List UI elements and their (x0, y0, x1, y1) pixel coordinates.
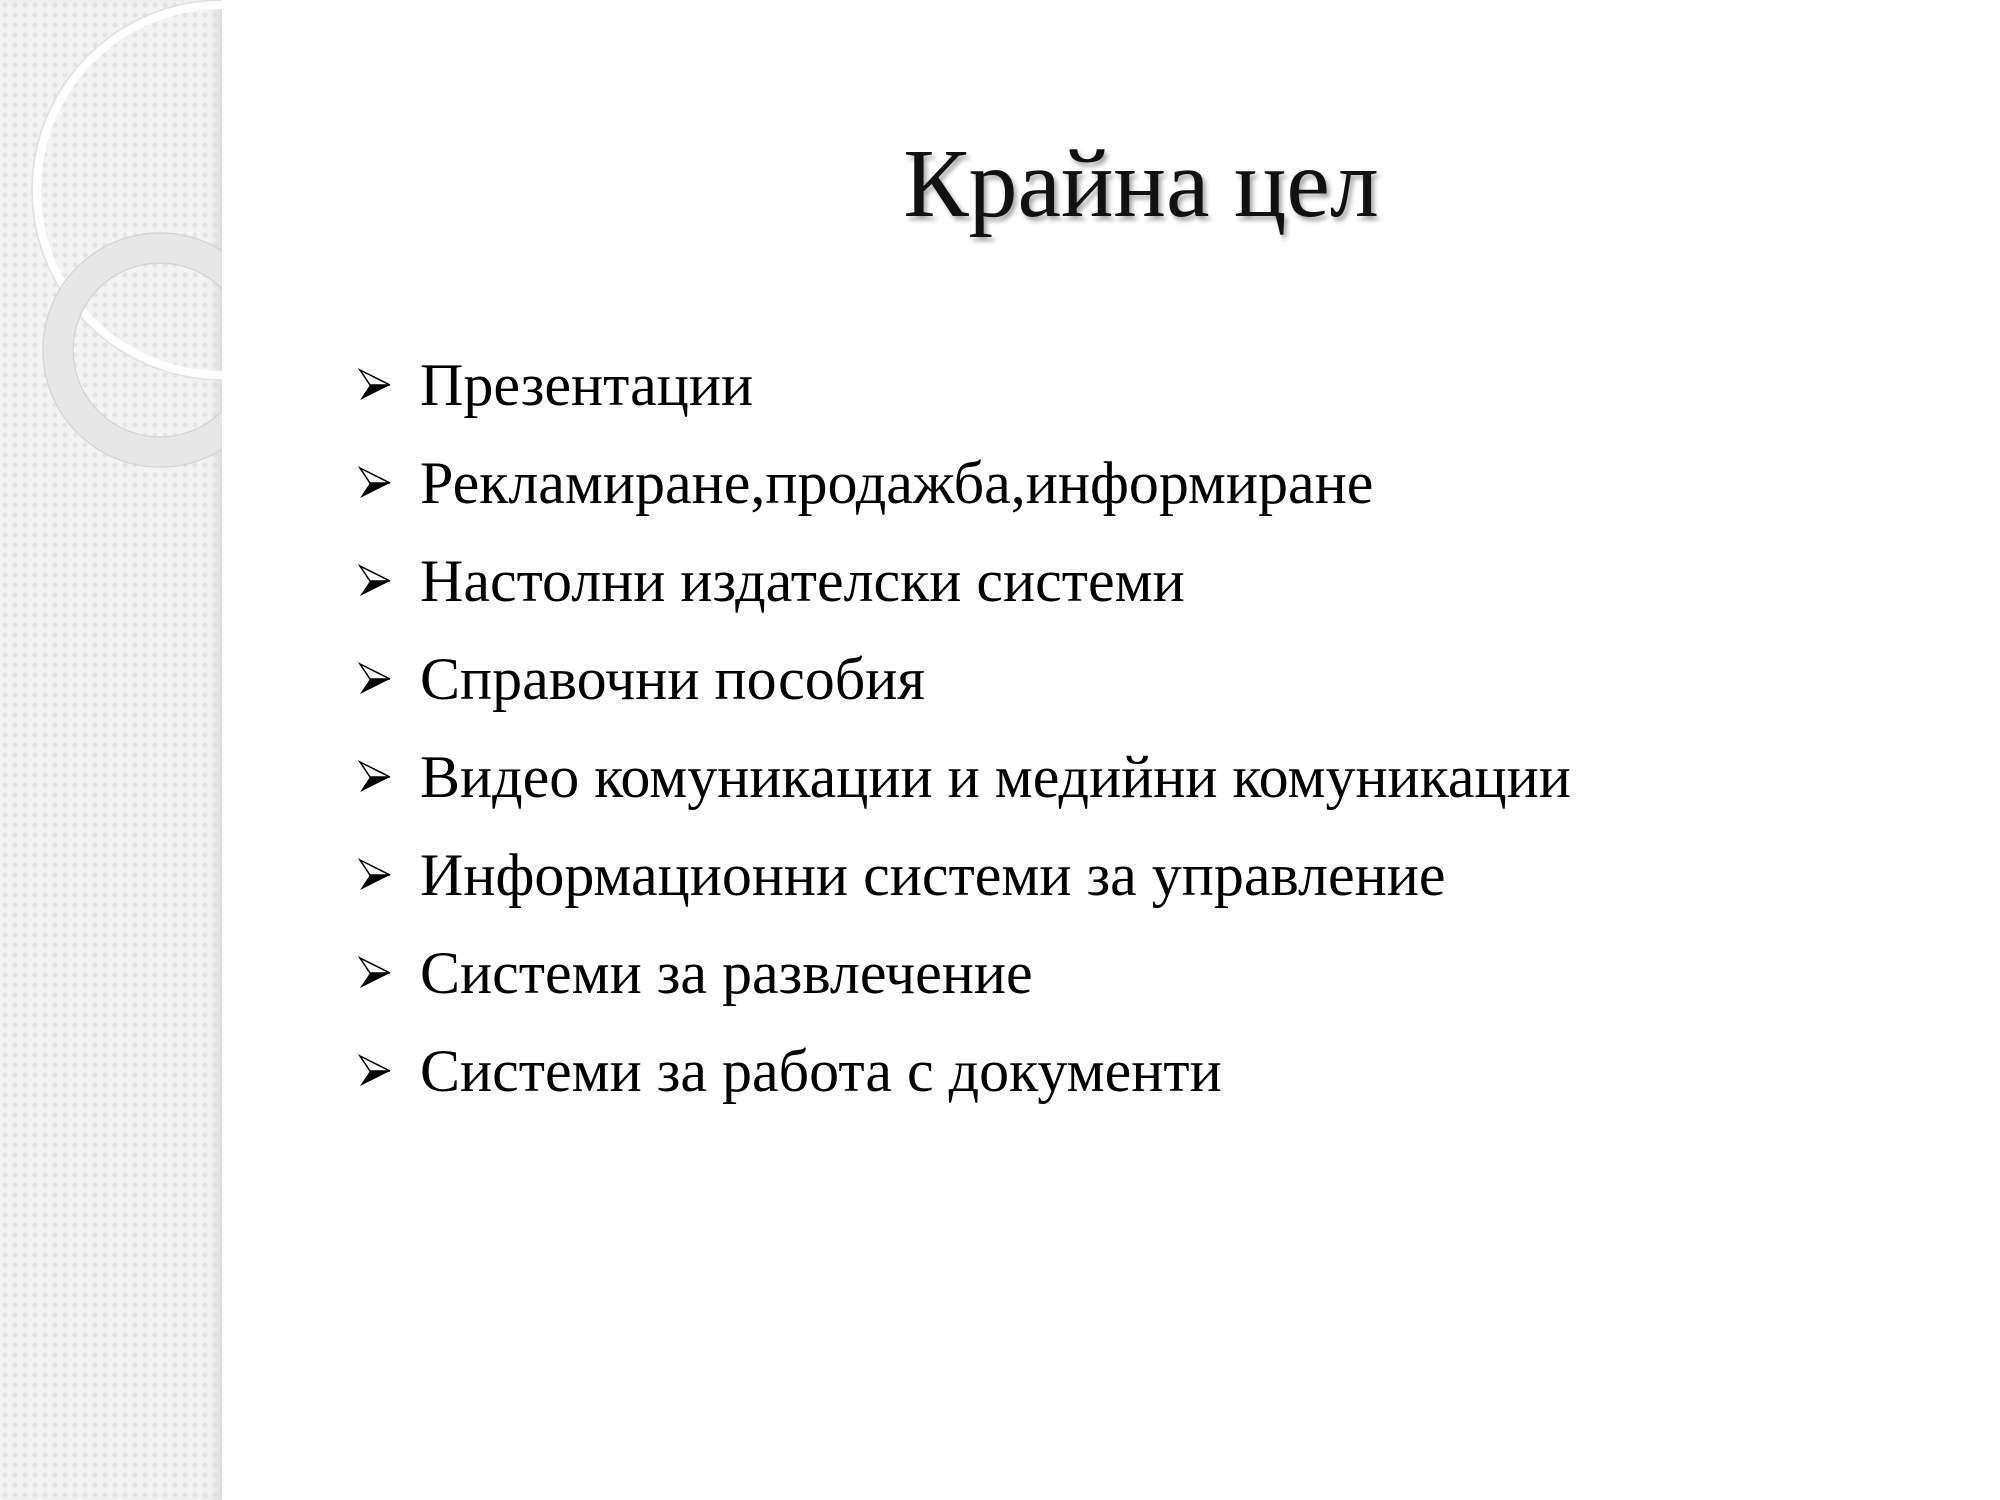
list-item-text: Настолни издателски системи (420, 547, 1185, 614)
list-item-text: Рекламиране,продажба,информиране (420, 449, 1374, 516)
list-item-text: Видео комуникации и медийни комуникации (420, 743, 1571, 810)
arrow-bullet-icon (358, 760, 420, 794)
list-item (358, 630, 1571, 728)
arrow-bullet-icon (358, 564, 420, 598)
arrow-bullet-icon (358, 466, 420, 500)
list-item-text: Системи за развлечение (420, 939, 1033, 1006)
arrow-bullet-icon (358, 1054, 420, 1088)
list-item-text: Информационни системи за управление (420, 841, 1446, 908)
slide-title: Крайна цел (903, 130, 1379, 238)
list-item-text: Системи за работа с документи (420, 1037, 1222, 1104)
decorative-rings (0, 0, 222, 1500)
list-item-text: Справочни пособия (420, 645, 925, 712)
decorative-sidebar (0, 0, 222, 1500)
list-item (358, 728, 1571, 826)
list-item (358, 924, 1571, 1022)
list-item (358, 434, 1571, 532)
list-item (358, 336, 1571, 434)
arrow-bullet-icon (358, 956, 420, 990)
list-item (358, 826, 1571, 924)
list-item (358, 1022, 1571, 1120)
arrow-bullet-icon (358, 662, 420, 696)
bullet-list (358, 336, 1571, 1120)
arrow-bullet-icon (358, 858, 420, 892)
arrow-bullet-icon (358, 368, 420, 402)
list-item (358, 532, 1571, 630)
list-item-text: Презентации (420, 351, 754, 418)
